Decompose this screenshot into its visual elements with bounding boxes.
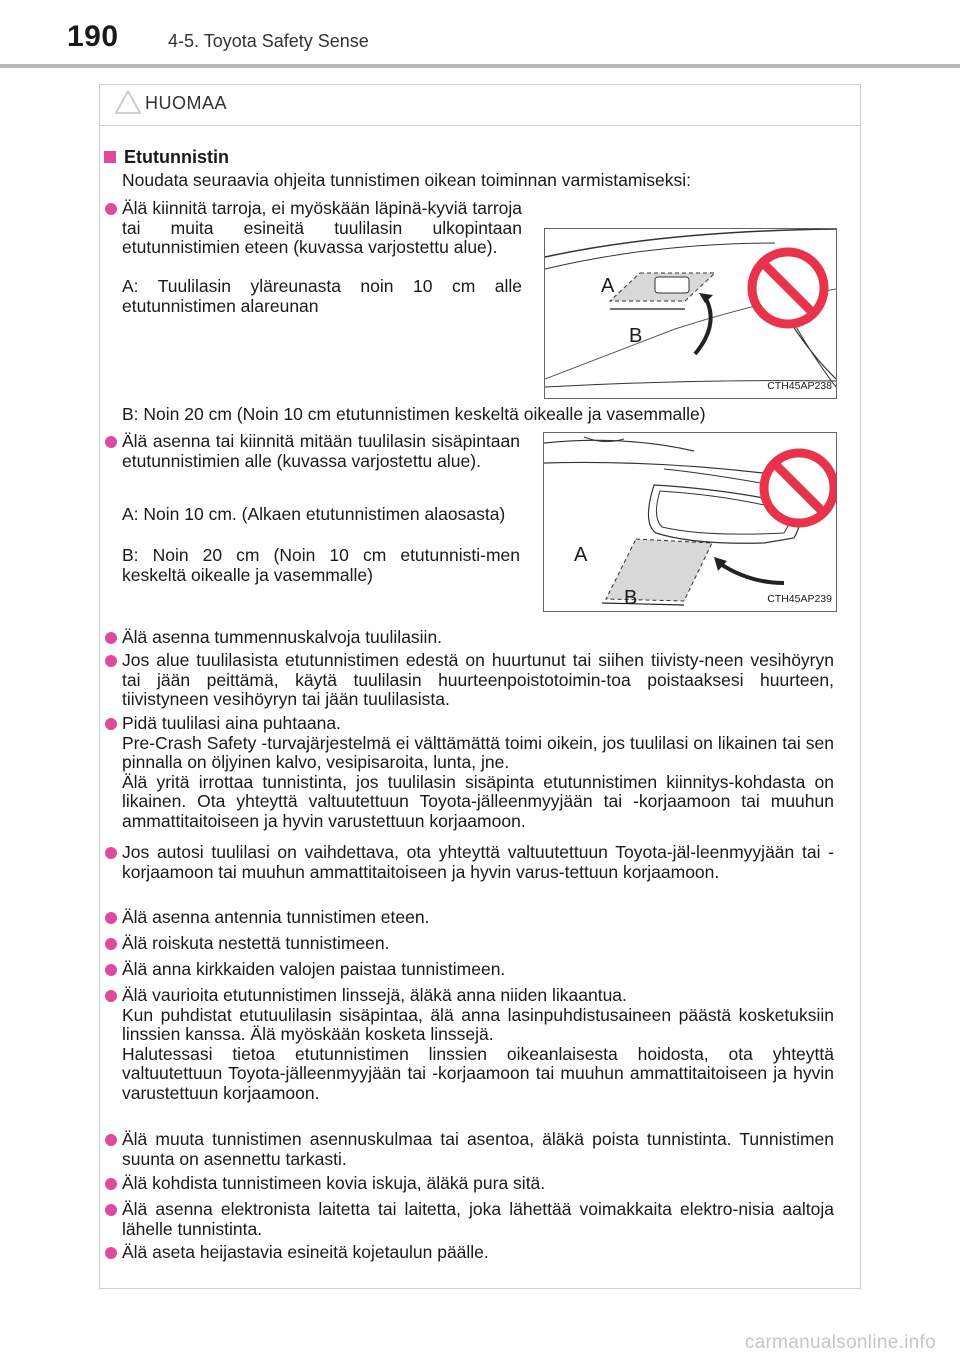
list-item: Älä kohdista tunnistimeen kovia iskuja, äläkä pura sitä. <box>122 1174 834 1194</box>
list-item: Älä vaurioita etutunnistimen linssejä, äläkä anna niiden likaantua. Kun puhdistat etutuulilasin sisäpintaa, älä anna lasinpuhdistusaineen päästä kosketuksiin linssien kanssa. Älä myöskään kosketa linssejä. Halutessasi tietoa etutunnistimen linssien oikeanlaisesta hoidosta, ota yhteyttä valtuutettuun Toyota-jälleenmyyjään tai -korjaamoon tai muuhun ammattitaitoiseen ja hyvin varustettuun korjaamoon. <box>122 986 834 1103</box>
subheading: Etutunnistin <box>104 148 229 168</box>
dimension-a-text: A: Tuulilasin yläreunasta noin 10 cm alle etutunnistimen alareunan <box>122 276 522 316</box>
bullet-icon <box>105 990 117 1002</box>
notice-header <box>100 85 860 126</box>
header-rule <box>0 64 960 68</box>
bullet-icon <box>105 1178 117 1190</box>
bullet-icon <box>105 964 117 976</box>
bullet-icon <box>105 938 117 950</box>
list-item: Älä asenna elektronista laitetta tai laitetta, joka lähettää voimakkaita elektro-nisia aaltoja lähelle tunnistinta. <box>122 1200 834 1239</box>
list-item: Älä asenna tai kiinnitä mitään tuulilasin sisäpintaan etutunnistimien alle (kuvassa varjostettu alue). <box>122 432 520 471</box>
bullet-icon <box>105 632 117 644</box>
figure-label-b: B <box>629 325 643 347</box>
warning-triangle-icon <box>114 89 142 115</box>
bullet-icon <box>105 1204 117 1216</box>
figure-windshield-inner <box>543 432 837 612</box>
list-item: Älä anna kirkkaiden valojen paistaa tunnistimeen. <box>122 960 834 980</box>
bullet-icon <box>105 203 117 215</box>
dimension-b-text: B: Noin 20 cm (Noin 10 cm etutunnistimen keskeltä oikealle ja vasemmalle) <box>122 404 706 424</box>
figure-label-a: A <box>574 544 588 566</box>
list-item: Älä kiinnitä tarroja, ei myöskään läpinä-kyviä tarroja tai muita esineitä tuulilasin ulkopintaan etutunnistimien eteen (kuvassa varjostettu alue). <box>122 199 522 258</box>
figure-id: CTH45AP238 <box>767 379 832 392</box>
windshield-illustration <box>545 229 836 398</box>
bullet-icon <box>105 1247 117 1259</box>
list-item: Älä aseta heijastavia esineitä kojetaulun päälle. <box>122 1243 834 1263</box>
square-bullet-icon <box>104 151 116 163</box>
bullet-icon <box>105 1134 117 1146</box>
list-item: Jos alue tuulilasista etutunnistimen edestä on huurtunut tai siihen tiivisty-neen vesihöyryn tai jään peittämä, käytä tuulilasin huurteenpoistotoimin-toa poistaaksesi huurteen, tiivistyneen vesihöyryn tai jään tuulilasista. <box>122 651 834 710</box>
dimension-b-text: B: Noin 20 cm (Noin 10 cm etutunnisti-men keskeltä oikealle ja vasemmalle) <box>122 545 520 585</box>
list-item: Jos autosi tuulilasi on vaihdettava, ota yhteyttä valtuutettuun Toyota-jäl-leenmyyjään tai -korjaamoon tai muuhun ammattitaitoiseen ja hyvin varus-tettuun korjaamoon. <box>122 843 834 882</box>
notice-label: HUOMAA <box>145 93 228 113</box>
watermark: carmanualsonline.info <box>744 1332 936 1353</box>
figure-id: CTH45AP239 <box>767 592 832 605</box>
intro-text: Noudata seuraavia ohjeita tunnistimen oikean toiminnan varmistamiseksi: <box>122 170 692 190</box>
figure-label-b: B <box>624 587 638 609</box>
bullet-icon <box>105 847 117 859</box>
bullet-icon <box>105 718 117 730</box>
page-header <box>0 0 960 68</box>
section-title: 4-5. Toyota Safety Sense <box>168 31 369 51</box>
list-item: Älä asenna tummennuskalvoja tuulilasiin. <box>122 628 834 648</box>
bullet-icon <box>105 655 117 667</box>
list-item: Älä muuta tunnistimen asennuskulmaa tai asentoa, äläkä poista tunnistinta. Tunnistimen suunta on asennettu tarkasti. <box>122 1130 834 1169</box>
figure-windshield-outer <box>544 228 837 399</box>
bullet-icon <box>105 436 117 448</box>
list-item: Pidä tuulilasi aina puhtaana. Pre-Crash Safety -turvajärjestelmä ei välttämättä toimi oikein, jos tuulilasi on likainen tai sen pinnalla on öljyinen kalvo, vesipisaroita, lunta, jne. Älä yritä irrottaa tunnistinta, jos tuulilasin sisäpinta etutunnistimen kiinnitys-kohdasta on likainen. Ota yhteyttä valtuutettuun Toyota-jälleenmyyjään tai -korjaamoon tai muuhun ammattitaitoiseen ja hyvin varustettuun korjaamoon. <box>122 714 834 831</box>
page-number: 190 <box>67 20 119 53</box>
figure-label-a: A <box>601 275 615 297</box>
notice-box <box>99 84 861 1289</box>
dimension-a-text: A: Noin 10 cm. (Alkaen etutunnistimen alaosasta) <box>122 504 506 524</box>
bullet-icon <box>105 912 117 924</box>
list-item: Älä roiskuta nestettä tunnistimeen. <box>122 934 834 954</box>
mirror-illustration <box>544 433 836 611</box>
list-item: Älä asenna antennia tunnistimen eteen. <box>122 908 834 928</box>
